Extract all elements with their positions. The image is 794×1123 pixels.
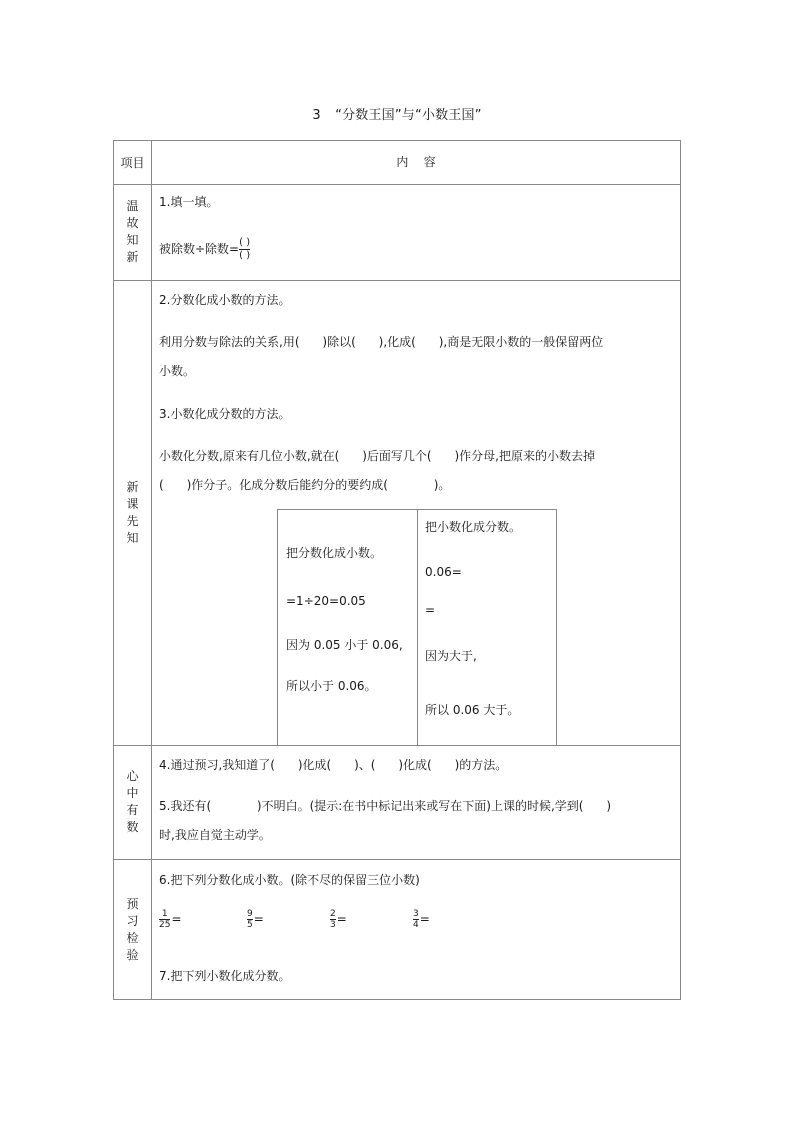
row-label-mind (114, 745, 151, 859)
row-label-char: 中 (126, 786, 139, 800)
box-right-so: 所以 0.06 大于。 (425, 703, 520, 717)
box-left-because: 因为 0.05 小于 0.06, (286, 638, 403, 652)
row-divider (114, 859, 680, 860)
fraction-1: $\frac{1}{25}$ = (159, 909, 182, 930)
question-6: 6.把下列分数化成小数。(除不尽的保留三位小数) (159, 873, 420, 887)
row-label-char: 先 (126, 513, 139, 528)
row-label-char: 数 (126, 820, 139, 834)
row-label-char: 新 (126, 479, 139, 494)
box-right-because: 因为大于, (425, 649, 477, 663)
question-3: 3.小数化成分数的方法。 (159, 407, 291, 421)
row-divider (114, 280, 680, 281)
row-label-char: 知 (126, 530, 139, 545)
row-label-new-lesson (114, 280, 151, 745)
fraction-4: $\frac{3}{4}$ = (413, 909, 430, 930)
question-1: 1.填一填。 (159, 195, 219, 209)
title-text: “分数王国”与“小数王国” (335, 108, 482, 123)
box-left-eq: =1÷20=0.05 (286, 594, 366, 608)
row-label-check (114, 859, 151, 1001)
row-label-char: 故 (126, 216, 139, 230)
header-item: 项目 (120, 156, 145, 170)
column-divider (151, 141, 152, 999)
row-label-char: 课 (126, 496, 139, 511)
question-2-text: 利用分数与除法的关系,用( )除以( ),化成( ),商是无限小数的一般保留两位 (159, 335, 604, 349)
blank-fraction[interactable]: $\frac{( )}{( )}$ (239, 237, 251, 261)
example-box (277, 509, 557, 746)
fraction-3: $\frac{2}{3}$ = (330, 909, 347, 930)
formula: 被除数÷除数= $\frac{( )}{( )}$ (159, 237, 251, 261)
question-2-text-cont: 小数。 (159, 364, 196, 378)
worksheet-table (113, 140, 681, 1000)
row-label-char: 预 (126, 897, 139, 911)
header-content: 内 容 (396, 155, 436, 169)
question-5: 5.我还有( )不明白。(提示:在书中标记出来或写在下面)上课的时候,学到( ) (159, 799, 612, 813)
row-label-review (114, 184, 151, 280)
question-5-cont: 时,我应自觉主动学。 (159, 828, 271, 842)
box-left-so: 所以小于 0.06。 (286, 679, 377, 693)
question-3-text: 小数化分数,原来有几位小数,就在( )后面写几个( )作分母,把原来的小数去掉 (159, 449, 595, 463)
row-label-char: 验 (126, 948, 139, 962)
box-right-title: 把小数化成分数。 (425, 520, 522, 534)
box-right-eq1: 0.06= (425, 565, 462, 579)
title-number: 3 (312, 108, 321, 123)
question-7: 7.把下列小数化成分数。 (159, 969, 291, 983)
box-left-title: 把分数化成小数。 (286, 546, 383, 560)
page-title (0, 104, 794, 123)
question-3-text-cont: ( )作分子。化成分数后能约分的要约成( )。 (159, 478, 451, 492)
box-right-eq2: = (425, 603, 436, 617)
question-2: 2.分数化成小数的方法。 (159, 293, 291, 307)
row-label-char: 心 (126, 769, 139, 783)
row-label-char: 知 (126, 233, 139, 247)
row-label-char: 习 (126, 914, 139, 928)
question-4: 4.通过预习,我知道了( )化成( )、( )化成( )的方法。 (159, 758, 508, 772)
row-label-char: 温 (126, 199, 139, 213)
row-label-char: 有 (126, 803, 139, 817)
fraction-2: $\frac{9}{5}$ = (247, 909, 264, 930)
row-divider (114, 184, 680, 185)
row-label-char: 检 (126, 931, 139, 945)
row-label-char: 新 (126, 250, 139, 264)
